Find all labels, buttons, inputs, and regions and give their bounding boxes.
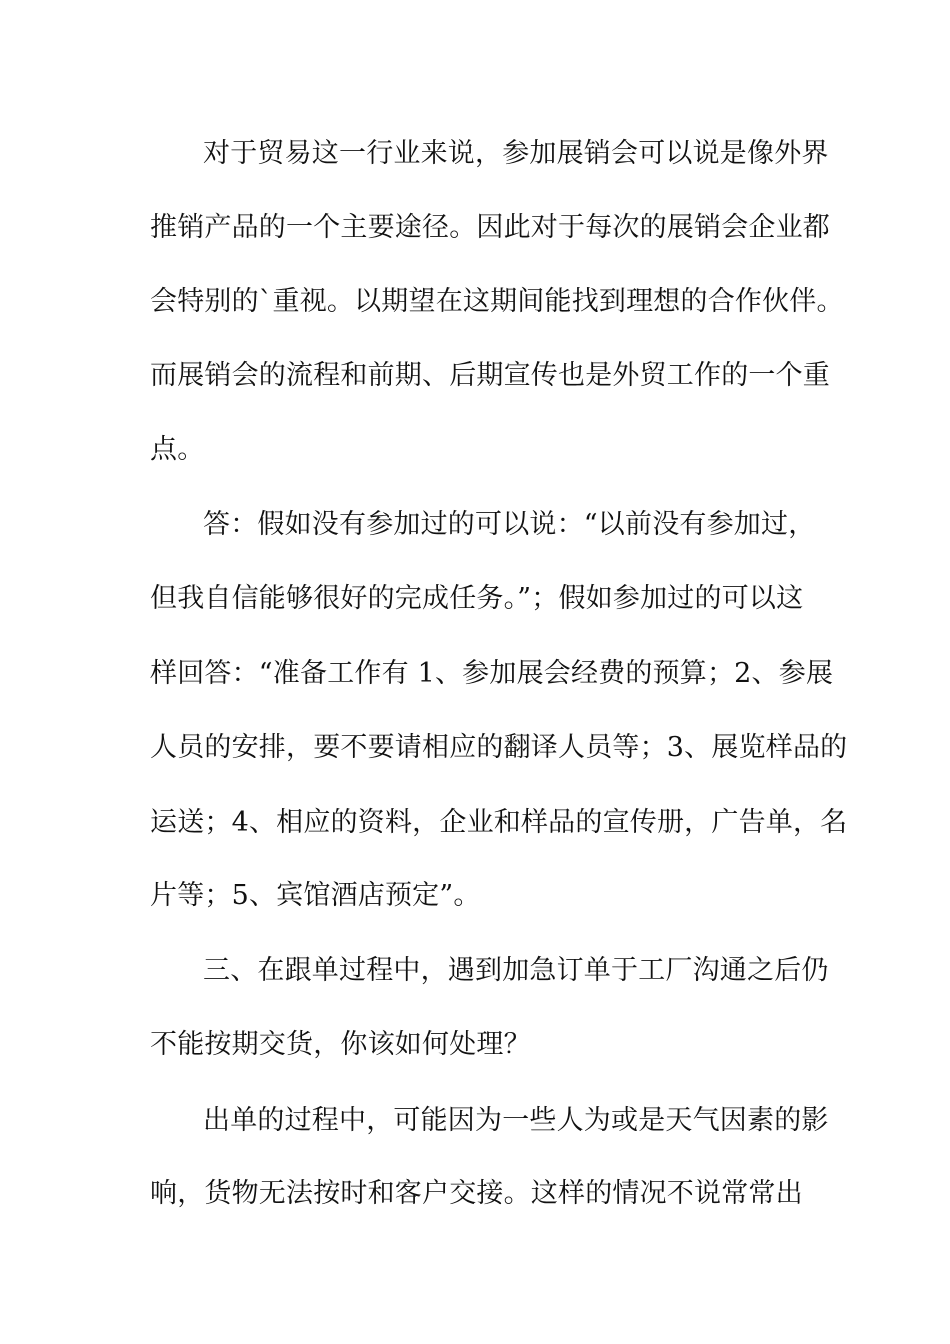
paragraph-3-line-1: 三、在跟单过程中，遇到加急订单于工厂沟通之后仍 bbox=[203, 955, 829, 986]
paragraph-2-line-6: 片等；5、宾馆酒店预定”。 bbox=[150, 880, 481, 911]
paragraph-2-line-1: 答：假如没有参加过的可以说：“以前没有参加过， bbox=[203, 509, 816, 540]
paragraph-1-line-2: 推销产品的一个主要途径。因此对于每次的展销会企业都 bbox=[150, 212, 830, 243]
paragraph-2-line-4: 人员的安排，要不要请相应的翻译人员等；3、展览样品的 bbox=[150, 732, 848, 763]
paragraph-1-line-3: 会特别的`重视。以期望在这期间能找到理想的合作伙伴。 bbox=[150, 286, 844, 317]
paragraph-2-line-5: 运送；4、相应的资料，企业和样品的宣传册，广告单，名 bbox=[150, 807, 848, 838]
paragraph-1-line-1: 对于贸易这一行业来说，参加展销会可以说是像外界 bbox=[203, 138, 829, 169]
paragraph-1-line-5: 点。 bbox=[150, 434, 205, 465]
paragraph-2-line-2: 但我自信能够很好的完成任务。”；假如参加过的可以这 bbox=[150, 583, 804, 614]
paragraph-4-line-2: 响，货物无法按时和客户交接。这样的情况不说常常出 bbox=[150, 1178, 803, 1209]
paragraph-4-line-1: 出单的过程中，可能因为一些人为或是天气因素的影 bbox=[203, 1105, 829, 1136]
paragraph-1-line-4: 而展销会的流程和前期、后期宣传也是外贸工作的一个重 bbox=[150, 360, 830, 391]
paragraph-3-line-2: 不能按期交货，你该如何处理？ bbox=[150, 1029, 531, 1060]
paragraph-2-line-3: 样回答：“准备工作有 1、参加展会经费的预算；2、参展 bbox=[150, 658, 834, 689]
